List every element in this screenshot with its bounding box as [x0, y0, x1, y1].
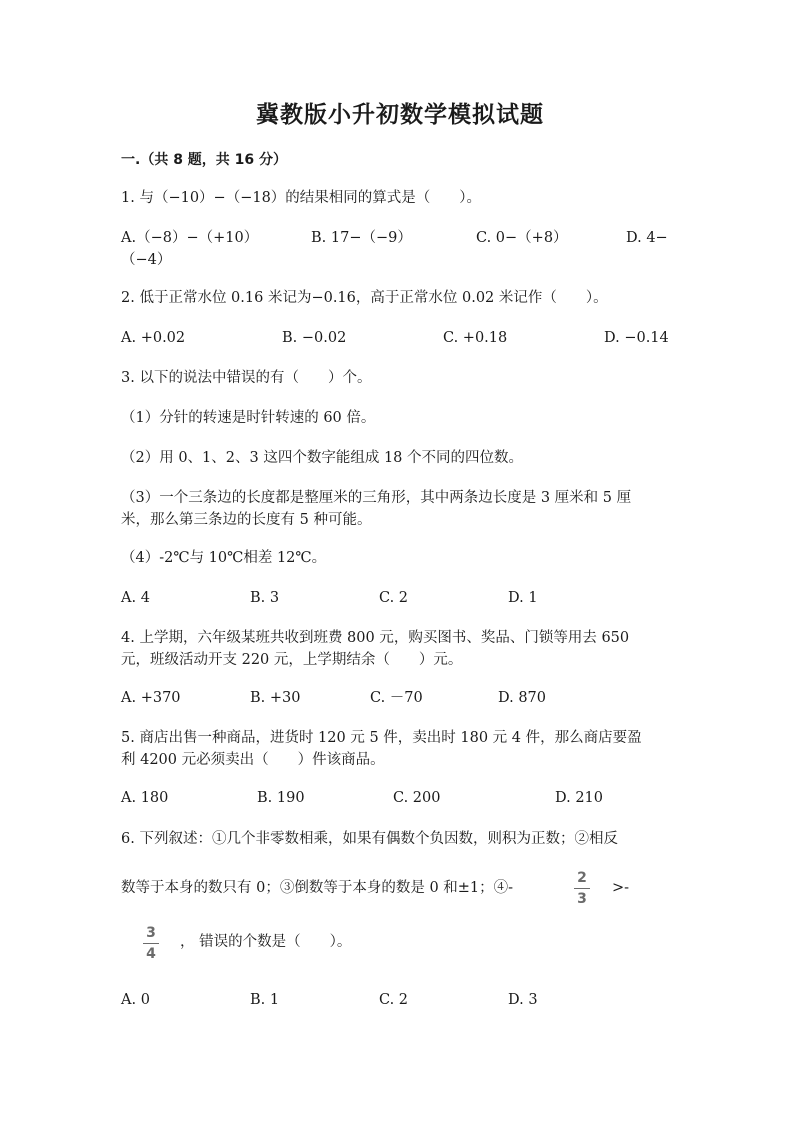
fraction-two-thirds [572, 870, 592, 907]
question-2-option-d: D. −0.14 [604, 330, 669, 346]
fraction-numerator: 2 [577, 870, 587, 886]
question-2-option-c: C. +0.18 [443, 330, 508, 346]
page-title: 冀教版小升初数学模拟试题 [256, 102, 544, 128]
question-1-option-c: C. 0−（+8） [476, 230, 568, 246]
section-heading: 一.（共 8 题，共 16 分） [121, 152, 288, 168]
question-5-option-b: B. 190 [257, 790, 305, 806]
question-2-option-b: B. −0.02 [282, 330, 347, 346]
question-1-option-d-continued: （−4） [121, 252, 172, 268]
question-4-option-c: C. －70 [370, 690, 423, 706]
question-6-option-b: B. 1 [250, 992, 280, 1008]
fraction-denominator: 3 [577, 891, 587, 907]
question-3-option-a: A. 4 [121, 590, 150, 606]
question-6-option-a: A. 0 [121, 992, 150, 1008]
fraction-numerator: 3 [146, 925, 156, 941]
fraction-three-quarters [141, 925, 161, 962]
question-3-statement-4: （4）-2℃与 10℃相差 12℃。 [121, 550, 327, 566]
question-4-stem-line-2: 元，班级活动开支 220 元，上学期结余（ ）元。 [121, 652, 463, 668]
question-6-stem-line-3: ， 错误的个数是（ ）。 [180, 934, 352, 950]
question-6-stem-line-2: 数等于本身的数只有 0；③倒数等于本身的数是 0 和±1；④- [121, 880, 514, 896]
question-6-option-d: D. 3 [508, 992, 538, 1008]
question-5-option-a: A. 180 [121, 790, 169, 806]
question-3-statement-2: （2）用 0、1、2、3 这四个数字能组成 18 个不同的四位数。 [121, 450, 524, 466]
question-6-greater-than: >- [612, 880, 630, 896]
fraction-denominator: 4 [146, 946, 156, 962]
question-3-statement-1: （1）分针的转速是时针转速的 60 倍。 [121, 410, 376, 426]
question-5-stem-line-2: 利 4200 元必须卖出（ ）件该商品。 [121, 752, 385, 768]
question-1-option-d: D. 4− [626, 230, 668, 246]
question-3-stem: 3. 以下的说法中错误的有（ ）个。 [121, 370, 372, 386]
fraction-bar [143, 943, 159, 944]
question-4-option-d: D. 870 [498, 690, 547, 706]
question-1-stem: 1. 与（−10）−（−18）的结果相同的算式是（ ）。 [121, 190, 482, 206]
question-3-statement-3b: 米，那么第三条边的长度有 5 种可能。 [121, 512, 372, 528]
question-3-option-b: B. 3 [250, 590, 280, 606]
question-1-option-a: A.（−8）−（+10） [121, 230, 259, 246]
question-3-option-d: D. 1 [508, 590, 538, 606]
question-4-option-a: A. +370 [121, 690, 181, 706]
question-6-option-c: C. 2 [379, 992, 409, 1008]
question-5-option-c: C. 200 [393, 790, 441, 806]
question-3-option-c: C. 2 [379, 590, 409, 606]
question-2-stem: 2. 低于正常水位 0.16 米记为−0.16，高于正常水位 0.02 米记作（ ）。 [121, 290, 608, 306]
question-5-option-d: D. 210 [555, 790, 604, 806]
question-4-stem-line-1: 4. 上学期，六年级某班共收到班费 800 元，购买图书、奖品、门锁等用去 650 [121, 630, 630, 646]
question-5-stem-line-1: 5. 商店出售一种商品，进货时 120 元 5 件，卖出时 180 元 4 件，那么商店要盈 [121, 730, 642, 746]
question-6-stem-line-1: 6. 下列叙述：①几个非零数相乘，如果有偶数个负因数，则积为正数；②相反 [121, 831, 618, 847]
question-3-statement-3a: （3）一个三条边的长度都是整厘米的三角形，其中两条边长度是 3 厘米和 5 厘 [121, 490, 632, 506]
question-1-option-b: B. 17−（−9） [311, 230, 412, 246]
question-2-option-a: A. +0.02 [121, 330, 186, 346]
question-4-option-b: B. +30 [250, 690, 301, 706]
fraction-bar [574, 888, 590, 889]
